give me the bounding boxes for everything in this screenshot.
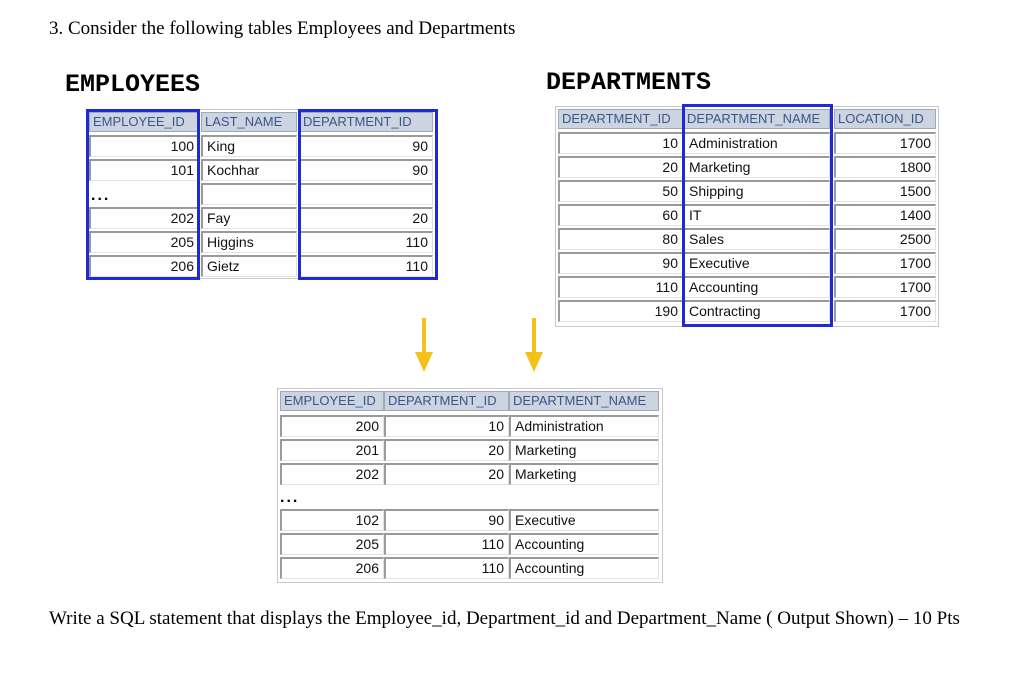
table-cell: 200 xyxy=(280,415,384,437)
table-cell: 205 xyxy=(89,231,199,253)
table-cell: Gietz xyxy=(201,255,297,277)
table-cell: 110 xyxy=(558,276,683,298)
table-cell: Contracting xyxy=(683,300,830,322)
table-cell: 10 xyxy=(384,415,509,437)
table-cell: Kochhar xyxy=(201,159,297,181)
table-cell: 1800 xyxy=(834,156,936,178)
table-cell: 206 xyxy=(89,255,199,277)
table-cell: Accounting xyxy=(509,557,659,579)
departments-title: DEPARTMENTS xyxy=(546,68,712,97)
table-ellipsis: ... xyxy=(280,489,300,506)
table-cell: 110 xyxy=(299,255,433,277)
table-cell: 90 xyxy=(558,252,683,274)
column-header: DEPARTMENT_ID xyxy=(299,112,433,132)
table-cell: Marketing xyxy=(683,156,830,178)
table-cell: 100 xyxy=(89,135,199,157)
table-cell: Fay xyxy=(201,207,297,229)
table-cell: 110 xyxy=(384,557,509,579)
table-cell: 20 xyxy=(558,156,683,178)
table-cell: Administration xyxy=(683,132,830,154)
employees-title: EMPLOYEES xyxy=(65,70,201,99)
table-cell: Shipping xyxy=(683,180,830,202)
table-cell: 201 xyxy=(280,439,384,461)
table-cell: Accounting xyxy=(509,533,659,555)
table-cell: King xyxy=(201,135,297,157)
table-cell: 1700 xyxy=(834,252,936,274)
table-cell: 80 xyxy=(558,228,683,250)
table-cell: 110 xyxy=(299,231,433,253)
table-cell: 202 xyxy=(89,207,199,229)
table-cell: 60 xyxy=(558,204,683,226)
employees-table xyxy=(86,109,436,279)
down-arrow-icon xyxy=(412,318,436,374)
table-cell: 1400 xyxy=(834,204,936,226)
table-cell: Executive xyxy=(683,252,830,274)
question-text: 3. Consider the following tables Employees and Departments xyxy=(49,18,516,39)
table-cell xyxy=(201,183,297,205)
table-cell: 102 xyxy=(280,509,384,531)
table-cell: Accounting xyxy=(683,276,830,298)
column-header: DEPARTMENT_NAME xyxy=(683,109,830,129)
table-cell: 90 xyxy=(299,135,433,157)
table-cell: 2500 xyxy=(834,228,936,250)
table-cell: Executive xyxy=(509,509,659,531)
table-cell: 20 xyxy=(299,207,433,229)
table-cell: Administration xyxy=(509,415,659,437)
table-cell: 1700 xyxy=(834,300,936,322)
column-header: EMPLOYEE_ID xyxy=(89,112,199,132)
table-cell: 205 xyxy=(280,533,384,555)
column-header: EMPLOYEE_ID xyxy=(280,391,384,411)
column-header: LAST_NAME xyxy=(201,112,297,132)
table-cell: 20 xyxy=(384,439,509,461)
table-cell: 90 xyxy=(299,159,433,181)
table-cell: 110 xyxy=(384,533,509,555)
column-header: DEPARTMENT_ID xyxy=(558,109,683,129)
table-cell: 190 xyxy=(558,300,683,322)
table-cell: 10 xyxy=(558,132,683,154)
departments-table xyxy=(555,106,939,327)
result-table xyxy=(277,388,663,583)
table-cell: Sales xyxy=(683,228,830,250)
table-cell: Higgins xyxy=(201,231,297,253)
down-arrow-icon xyxy=(522,318,546,374)
table-cell: 1500 xyxy=(834,180,936,202)
table-cell: 1700 xyxy=(834,276,936,298)
table-cell: 101 xyxy=(89,159,199,181)
table-cell: 50 xyxy=(558,180,683,202)
column-header: LOCATION_ID xyxy=(834,109,936,129)
table-cell: 20 xyxy=(384,463,509,485)
table-cell: 206 xyxy=(280,557,384,579)
table-cell xyxy=(299,183,433,205)
table-cell: 1700 xyxy=(834,132,936,154)
table-cell: IT xyxy=(683,204,830,226)
instruction-text: Write a SQL statement that displays the Employee_id, Department_id and Department_Name ( Output Shown) – 10 Pts xyxy=(49,608,960,629)
table-cell: 90 xyxy=(384,509,509,531)
table-cell: Marketing xyxy=(509,439,659,461)
column-header: DEPARTMENT_ID xyxy=(384,391,509,411)
table-cell: Marketing xyxy=(509,463,659,485)
table-ellipsis: ... xyxy=(91,187,111,204)
column-header: DEPARTMENT_NAME xyxy=(509,391,659,411)
table-cell: 202 xyxy=(280,463,384,485)
